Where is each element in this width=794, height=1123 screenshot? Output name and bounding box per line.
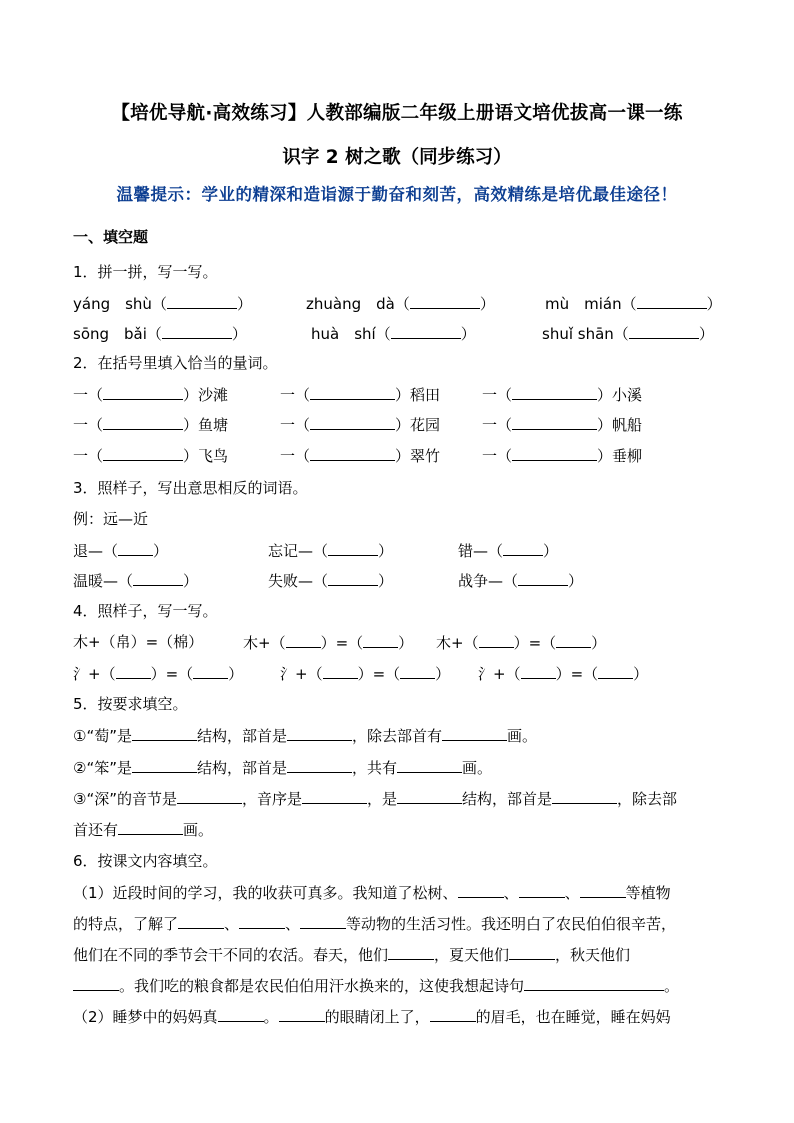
q2-item[interactable]: 一（ ）稻田 [280, 386, 441, 404]
q1-item[interactable]: zhuàng dà（ ） [306, 295, 495, 313]
q3-example: 例：远—近 [73, 510, 149, 528]
q3-item[interactable]: 忘记—（ ） [268, 542, 394, 560]
q4-item[interactable]: 氵+（ ）=（ ） [73, 665, 244, 683]
q6-line[interactable]: （1）近段时间的学习，我的收获可真多。我知道了松树、 、 、 等植物 [73, 884, 671, 902]
q2-item[interactable]: 一（ ）帆船 [482, 416, 643, 434]
q4-stem: 4．照样子，写一写。 [73, 602, 218, 620]
q1-item[interactable]: shuǐ shān（ ） [542, 325, 714, 343]
q2-item[interactable]: 一（ ）垂柳 [482, 447, 643, 465]
q5-line[interactable]: ②“笨”是 结构，部首是 ，共有 画。 [73, 759, 493, 777]
q1-item[interactable]: sōng bǎi（ ） [73, 325, 247, 343]
q3-item[interactable]: 温暖—（ ） [73, 572, 199, 590]
q2-item[interactable]: 一（ ）沙滩 [73, 386, 229, 404]
q3-item[interactable]: 战争—（ ） [458, 572, 584, 590]
document-title: 【培优导航·高效练习】人教部编版二年级上册语文培优拔高一课一练 [111, 103, 683, 124]
q3-item[interactable]: 错—（ ） [458, 542, 559, 560]
q6-line[interactable]: （2）睡梦中的妈妈真 。 的眼睛闭上了， 的眉毛，也在睡觉，睡在妈妈 [73, 1008, 671, 1026]
q6-line[interactable]: 。我们吃的粮食都是农民伯伯用汗水换来的，这使我想起诗句 。 [73, 975, 679, 996]
q2-item[interactable]: 一（ ）鱼塘 [73, 416, 229, 434]
q4-item[interactable]: 氵+（ ）=（ ） [478, 665, 649, 683]
q6-line[interactable]: 的特点，了解了 、 、 等动物的生活习性。我还明白了农民伯伯很辛苦， [73, 915, 677, 933]
q2-stem: 2．在括号里填入恰当的量词。 [73, 354, 278, 372]
q5-line[interactable]: ③“深”的音节是 ，音序是 ，是 结构，部首是 ，除去部 [73, 790, 678, 808]
q5-stem: 5．按要求填空。 [73, 695, 188, 713]
q2-item[interactable]: 一（ ）花园 [280, 416, 441, 434]
q4-example: 木+（帛）=（棉） [73, 633, 204, 651]
q1-item[interactable]: yáng shù（ ） [73, 295, 252, 313]
section-heading: 一、填空题 [73, 228, 149, 246]
q5-line[interactable]: ①“萄”是 结构，部首是 ，除去部首有 画。 [73, 727, 538, 745]
q6-stem: 6．按课文内容填空。 [73, 852, 218, 870]
q1-stem: 1．拼一拼，写一写。 [73, 263, 218, 281]
q5-line[interactable]: 首还有 画。 [73, 821, 214, 839]
q2-item[interactable]: 一（ ）飞鸟 [73, 447, 229, 465]
q4-item[interactable]: 木+（ ）=（ ） [436, 634, 607, 652]
q6-line[interactable]: 他们在不同的季节会干不同的农活。春天，他们 ，夏天他们 ，秋天他们 [73, 946, 631, 964]
q3-stem: 3．照样子，写出意思相反的词语。 [73, 479, 308, 497]
q2-item[interactable]: 一（ ）翠竹 [280, 447, 441, 465]
q3-item[interactable]: 失败—（ ） [268, 572, 394, 590]
q3-item[interactable]: 退—（ ） [73, 542, 169, 560]
q1-item[interactable]: mù mián（ ） [545, 295, 722, 313]
q4-item[interactable]: 氵+（ ）=（ ） [280, 665, 451, 683]
q4-item[interactable]: 木+（ ）=（ ） [243, 634, 414, 652]
q2-item[interactable]: 一（ ）小溪 [482, 386, 643, 404]
lesson-subtitle: 识字 2 树之歌（同步练习） [282, 147, 512, 168]
q1-item[interactable]: huà shí（ ） [311, 325, 476, 343]
tip-line: 温馨提示：学业的精深和造诣源于勤奋和刻苦，高效精练是培优最佳途径！ [116, 185, 678, 204]
